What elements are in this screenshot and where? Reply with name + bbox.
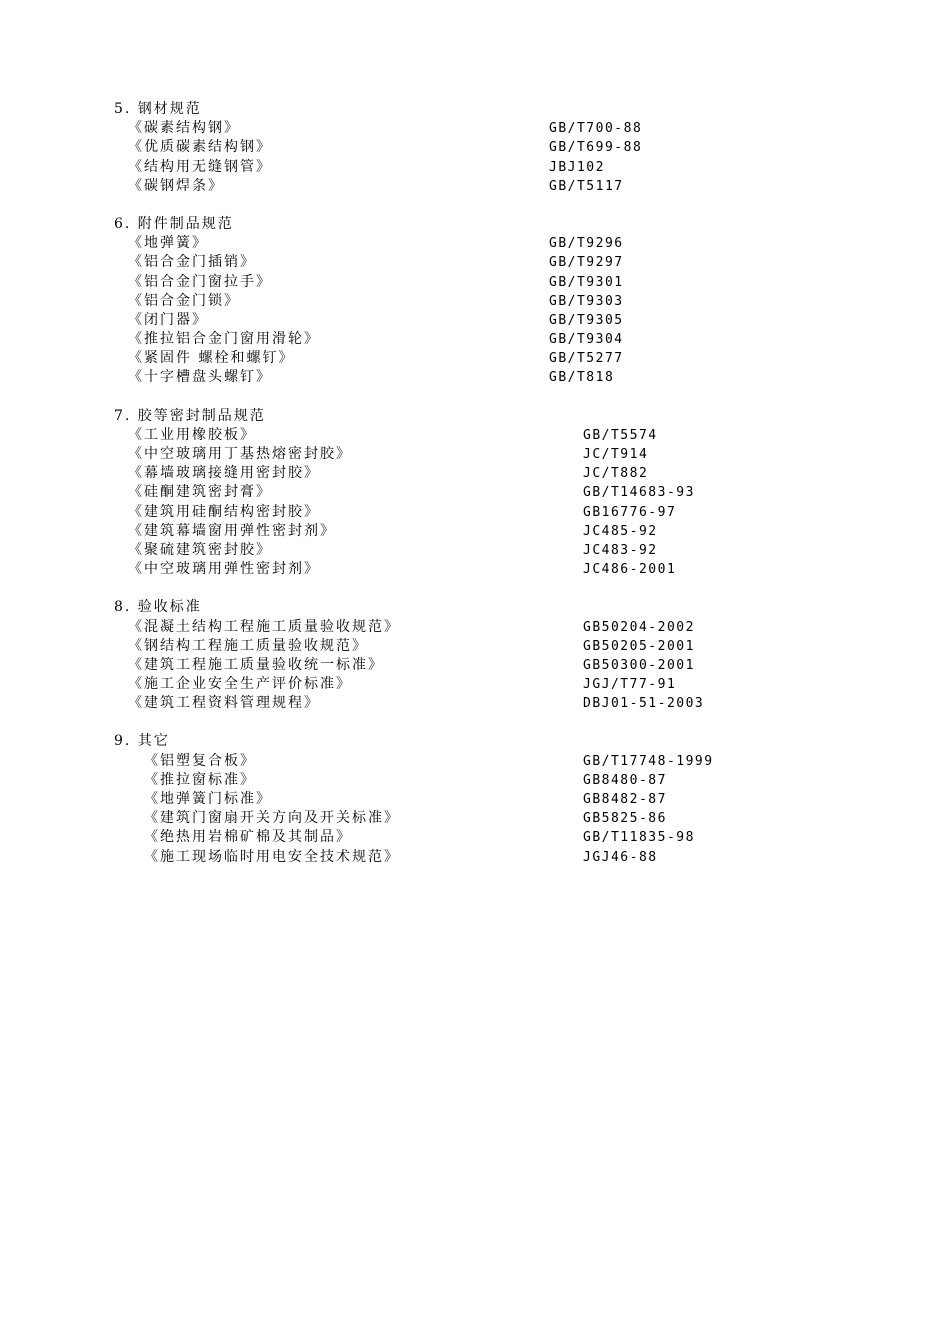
standard-title: 《建筑幕墙窗用弹性密封剂》 [128,522,336,539]
standard-code: GB50300-2001 [583,657,695,673]
list-item [0,368,950,387]
standard-title: 《绝热用岩棉矿棉及其制品》 [144,829,352,846]
list-item [0,522,950,541]
standard-title: 《结构用无缝钢管》 [128,158,272,175]
standard-code: JC/T914 [583,447,649,462]
list-item [0,426,950,445]
standard-title: 《建筑工程施工质量验收统一标准》 [128,656,384,673]
standard-title: 《地弹簧》 [128,235,208,252]
standard-title: 《铝塑复合板》 [144,752,256,769]
section-other-standards [0,732,950,866]
standard-code: GB/T5117 [549,178,624,194]
standard-title: 《硅酮建筑密封膏》 [128,484,272,501]
section-hardware-standards [0,215,950,388]
standard-title: 《聚硫建筑密封胶》 [128,541,272,558]
standard-title: 《中空玻璃用弹性密封剂》 [128,561,320,578]
standard-code: GB/T9304 [549,332,624,348]
standard-title: 《推拉铝合金门窗用滑轮》 [128,331,320,348]
list-item [0,138,950,157]
standard-title: 《建筑工程资料管理规程》 [128,695,320,712]
list-item [0,464,950,483]
standard-code: GB/T818 [549,370,615,386]
section-heading: 9. 其它 [114,733,170,750]
standard-code: GB8480-87 [583,772,667,788]
standard-code: GB/T9296 [549,236,624,252]
standard-code: JGJ/T77-91 [583,677,677,693]
standard-code: GB50204-2002 [583,619,695,635]
standard-title: 《施工现场临时用电安全技术规范》 [144,848,400,865]
section-heading: 7. 胶等密封制品规范 [114,407,266,424]
list-item [0,253,950,272]
list-item [0,541,950,560]
standard-title: 《推拉窗标准》 [144,771,256,788]
list-item [0,560,950,579]
list-item [0,503,950,522]
standard-title: 《地弹簧门标准》 [144,791,272,807]
standard-title: 《建筑门窗扇开关方向及开关标准》 [144,810,400,827]
list-item [0,656,950,675]
list-item [0,752,950,771]
standard-title: 《碳钢焊条》 [128,177,224,194]
document-page [0,100,950,886]
standard-code: GB/T11835-98 [583,830,695,846]
standard-title: 《紧固件 螺栓和螺钉》 [128,350,295,367]
list-item [0,311,950,330]
list-item [0,809,950,828]
list-item [0,637,950,656]
standard-title: 《铝合金门锁》 [128,292,240,309]
section-heading: 6. 附件制品规范 [114,215,234,232]
standard-code: JC/T882 [583,466,649,482]
standard-title: 《铝合金门插销》 [128,254,256,271]
list-item [0,158,950,177]
list-item [0,445,950,464]
section-acceptance-standards [0,598,950,713]
standard-code: GB5825-86 [583,811,667,827]
list-item [0,828,950,847]
standard-title: 《优质碳素结构钢》 [128,139,272,156]
list-item [0,771,950,790]
standard-code: JC486-2001 [583,562,677,578]
standard-code: DBJ01-51-2003 [583,696,705,712]
section-heading: 5. 钢材规范 [114,101,202,117]
standard-code: GB16776-97 [583,504,677,520]
standard-title: 《钢结构工程施工质量验收规范》 [128,637,368,654]
list-item [0,675,950,694]
list-item [0,177,950,196]
list-item [0,790,950,809]
standard-code: GB/T17748-1999 [583,753,714,769]
standard-code: JC485-92 [583,523,658,539]
standard-title: 《工业用橡胶板》 [128,426,256,443]
list-item [0,273,950,292]
standard-code: GB/T700-88 [549,121,643,137]
section-sealant-standards [0,407,950,580]
standard-code: GB50205-2001 [583,638,695,654]
standard-title: 《中空玻璃用丁基热熔密封胶》 [128,446,352,462]
standard-title: 《混凝土结构工程施工质量验收规范》 [128,618,400,635]
section-heading: 8. 验收标准 [114,599,202,616]
list-item [0,292,950,311]
standard-code: GB/T5277 [549,351,624,367]
standard-title: 《闭门器》 [128,311,208,328]
standard-code: JGJ46-88 [583,849,658,865]
standard-code: GB/T9297 [549,255,624,271]
list-item [0,694,950,713]
standard-title: 《碳素结构钢》 [128,120,240,137]
section-steel-standards [0,100,950,196]
standard-code: GB/T9301 [549,274,624,290]
standard-code: GB/T5574 [583,427,658,443]
standard-code: JBJ102 [549,159,605,175]
standard-title: 《铝合金门窗拉手》 [128,273,272,290]
list-item [0,618,950,637]
list-item [0,483,950,502]
list-item [0,349,950,368]
list-item [0,330,950,349]
standard-code: JC483-92 [583,542,658,558]
standard-title: 《施工企业安全生产评价标准》 [128,676,352,693]
standard-title: 《建筑用硅酮结构密封胶》 [128,503,320,520]
standard-code: GB/T699-88 [549,140,643,156]
list-item [0,234,950,253]
list-item [0,848,950,867]
standard-title: 《十字槽盘头螺钉》 [128,369,272,386]
list-item [0,119,950,138]
standard-code: GB/T9305 [549,312,624,328]
standard-code: GB8482-87 [583,792,667,807]
standard-code: GB/T9303 [549,293,624,309]
standard-title: 《幕墙玻璃接缝用密封胶》 [128,465,320,482]
standard-code: GB/T14683-93 [583,485,695,501]
